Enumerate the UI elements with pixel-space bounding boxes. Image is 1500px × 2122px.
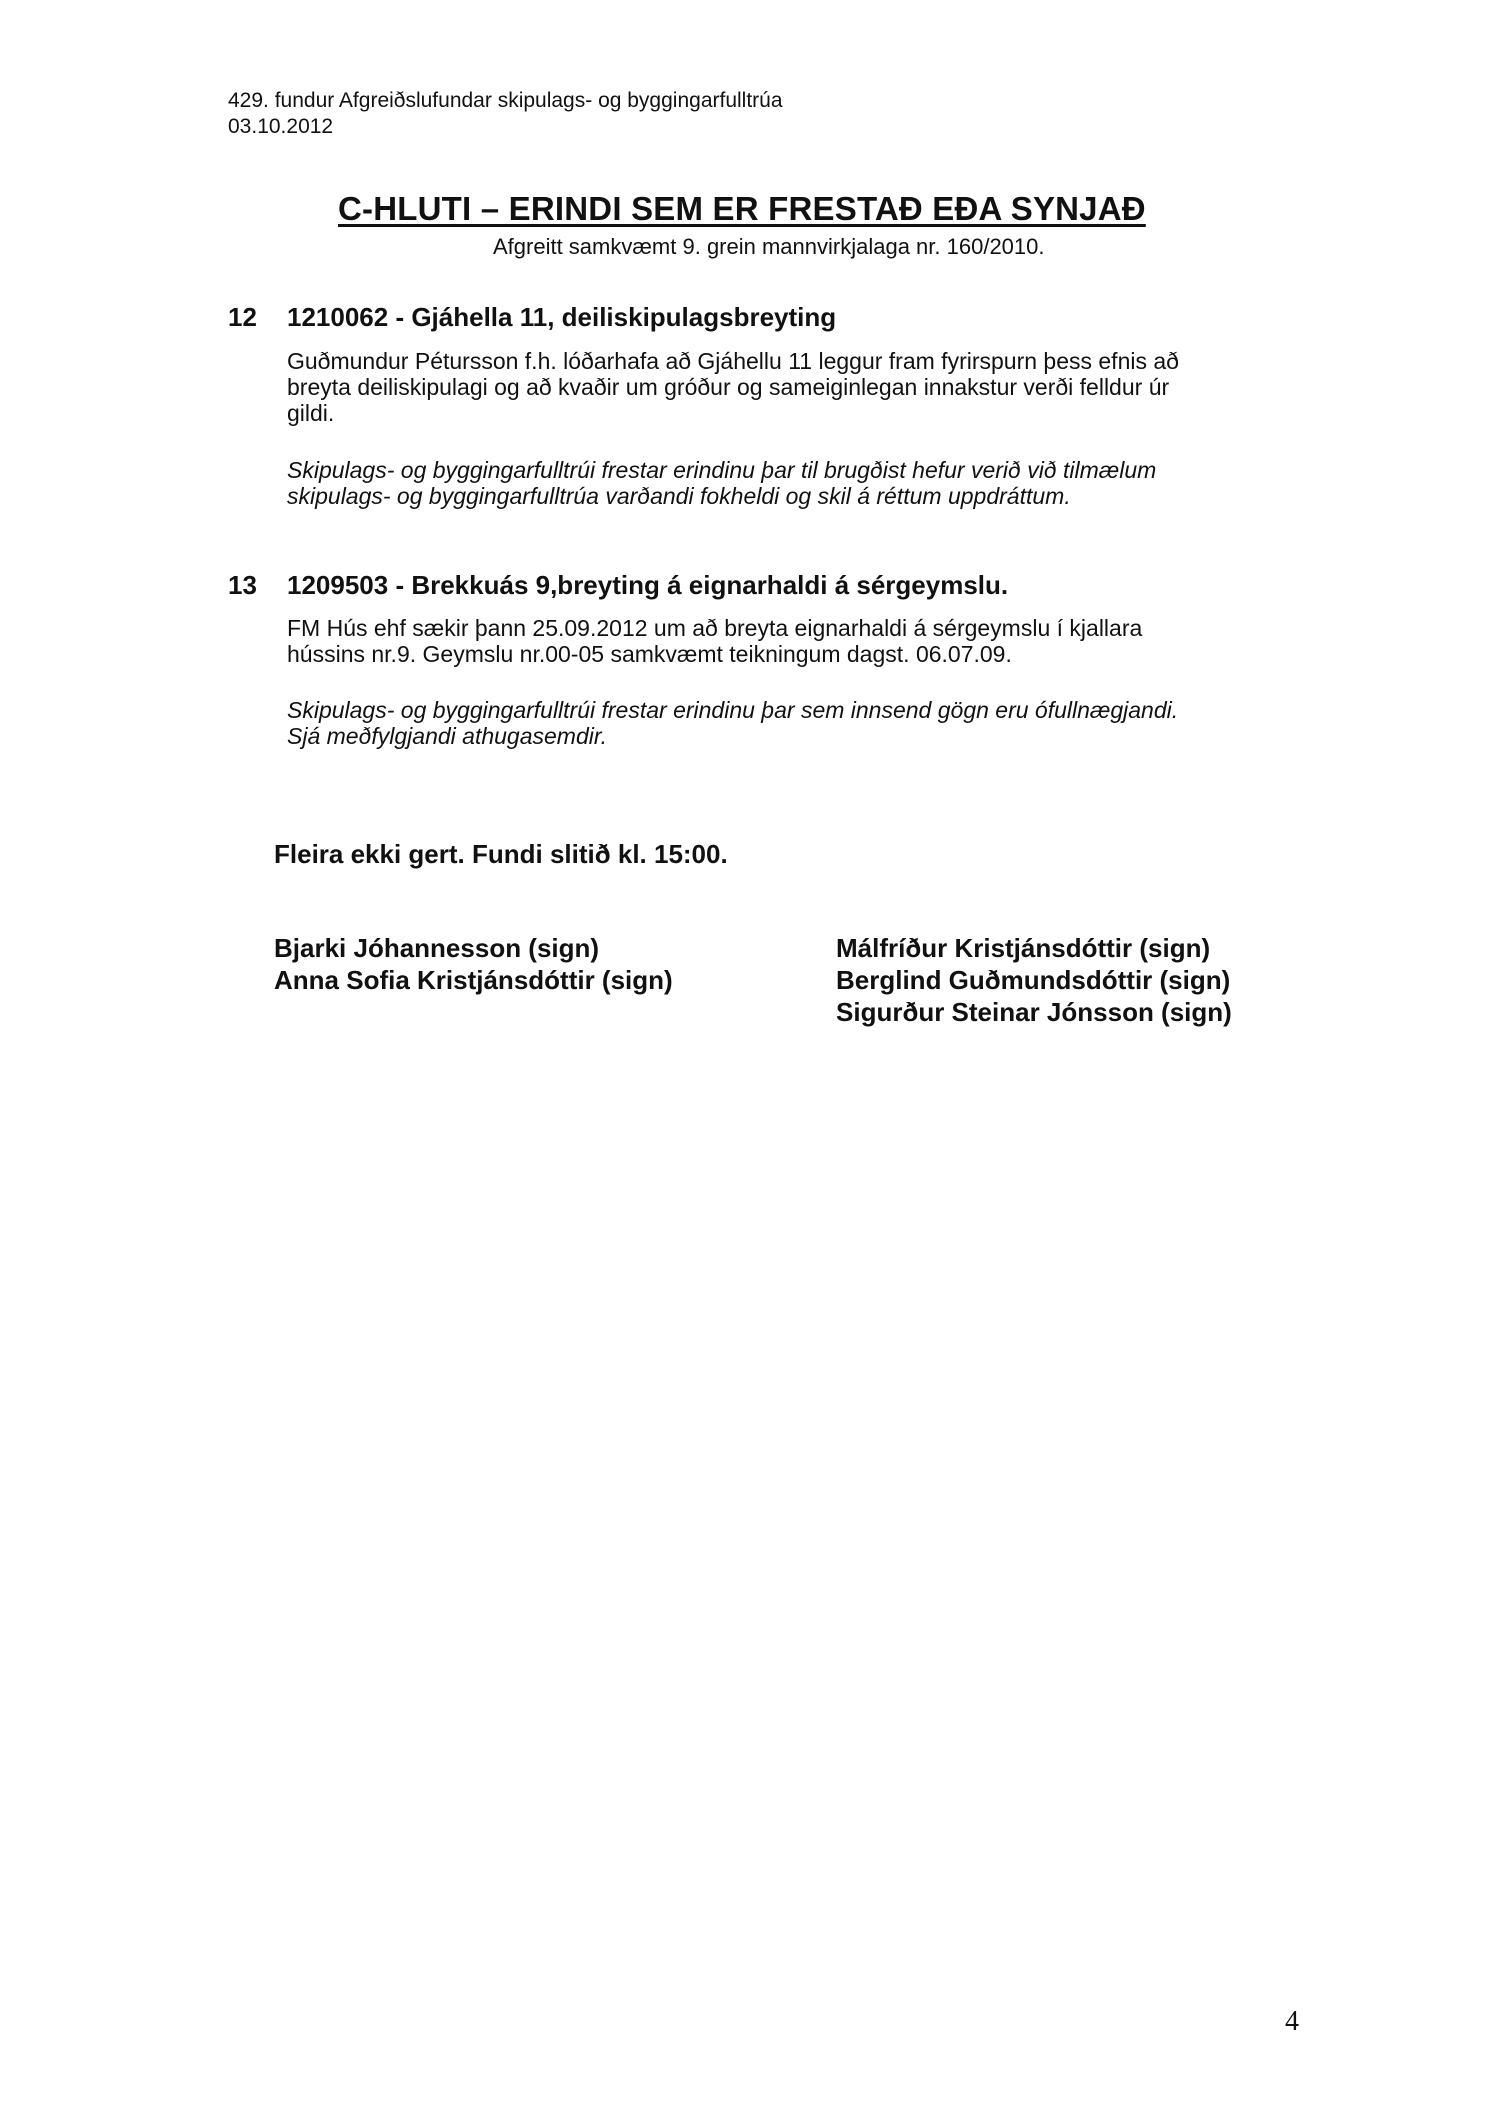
item-description xyxy=(287,348,1297,426)
meeting-header: 429. fundur Afgreiðslufundar skipulags- og byggingarfulltrúa xyxy=(228,89,783,112)
meeting-date: 03.10.2012 xyxy=(228,115,334,138)
signatures-left xyxy=(274,932,673,996)
description-line: hússins nr.9. Geymslu nr.00-05 samkvæmt teikningum dagst. 06.07.09. xyxy=(287,641,1012,667)
closing-statement: Fleira ekki gert. Fundi slitið kl. 15:00. xyxy=(274,839,728,869)
description-line: breyta deiliskipulagi og að kvaðir um gróður og sameiginlegan innakstur verði felldur úr xyxy=(287,374,1170,400)
signature: Bjarki Jóhannesson (sign) xyxy=(274,933,600,963)
description-line: FM Hús ehf sækir þann 25.09.2012 um að breyta eignarhaldi á sérgeymslu í kjallara xyxy=(287,615,1143,641)
item-number: 13 xyxy=(228,570,257,600)
decision-line: Sjá meðfylgjandi athugasemdir. xyxy=(287,723,608,749)
signatures-right xyxy=(836,932,1232,1028)
page-number: 4 xyxy=(1285,2006,1299,2037)
item-decision xyxy=(287,457,1297,509)
item-title: 1210062 - Gjáhella 11, deiliskipulagsbreyting xyxy=(287,302,837,332)
signature: Berglind Guðmundsdóttir (sign) xyxy=(836,965,1231,995)
item-title: 1209503 - Brekkuás 9,breyting á eignarhaldi á sérgeymslu. xyxy=(287,570,1009,600)
description-line: gildi. xyxy=(287,400,335,426)
item-description xyxy=(287,615,1297,667)
section-subtitle: Afgreitt samkvæmt 9. grein mannvirkjalaga nr. 160/2010. xyxy=(493,234,1045,259)
decision-line: skipulags- og byggingarfulltrúa varðandi fokheldi og skil á réttum uppdráttum. xyxy=(287,483,1071,509)
decision-line: Skipulags- og byggingarfulltrúi frestar erindinu þar til brugðist hefur verið við tilmælum xyxy=(287,457,1157,483)
signature: Málfríður Kristjánsdóttir (sign) xyxy=(836,933,1211,963)
section-title: C-HLUTI – ERINDI SEM ER FRESTAÐ EÐA SYNJAÐ xyxy=(338,190,1146,227)
signature: Anna Sofia Kristjánsdóttir (sign) xyxy=(274,965,673,995)
item-decision xyxy=(287,697,1297,749)
signature: Sigurður Steinar Jónsson (sign) xyxy=(836,997,1232,1027)
item-number: 12 xyxy=(228,302,257,332)
decision-line: Skipulags- og byggingarfulltrúi frestar erindinu þar sem innsend gögn eru ófullnægjandi. xyxy=(287,697,1179,723)
description-line: Guðmundur Pétursson f.h. lóðarhafa að Gjáhellu 11 leggur fram fyrirspurn þess efnis að xyxy=(287,348,1179,374)
